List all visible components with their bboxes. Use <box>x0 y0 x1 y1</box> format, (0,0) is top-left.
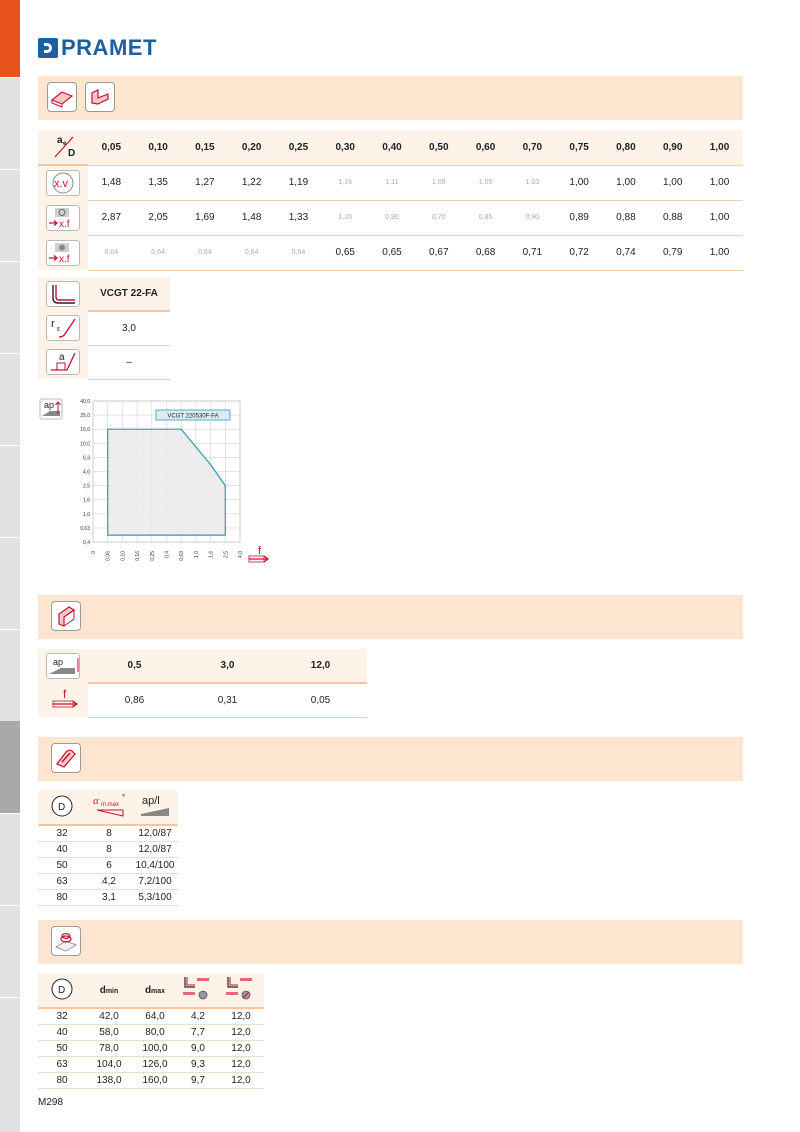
table-cell: 126,0 <box>132 1057 178 1073</box>
insert-geometry-table <box>38 277 170 380</box>
table-cell: 0,70 <box>415 200 462 235</box>
table-cell: 1,27 <box>181 165 228 200</box>
y-tick-label: 2,5 <box>83 483 90 490</box>
svg-text:e: e <box>62 140 67 147</box>
table-row <box>38 235 743 270</box>
col-header: 0,25 <box>275 130 322 165</box>
svg-text:m.max: m.max <box>101 801 119 808</box>
chapter-tab[interactable] <box>0 997 20 1132</box>
table-cell: 7,7 <box>178 1025 218 1041</box>
table-cell: 12,0 <box>218 1073 264 1089</box>
face-milling-icon <box>47 82 77 112</box>
blind-hole-icon <box>178 973 218 1008</box>
y-tick-label: 1,6 <box>83 497 90 504</box>
corner-radius-icon <box>46 315 80 341</box>
table-cell: 1,48 <box>88 165 135 200</box>
ae-d-header-icon <box>38 130 88 165</box>
table-cell: 0,71 <box>509 235 556 270</box>
table-cell: 2,05 <box>135 200 182 235</box>
insert-name: VCGT 22-FA <box>88 277 170 311</box>
table-cell: 4,2 <box>178 1008 218 1025</box>
ramping-icon <box>51 743 81 773</box>
col-header: 0,10 <box>135 130 182 165</box>
chamfer-icon <box>46 349 80 375</box>
depth-of-cut-chart <box>38 396 278 571</box>
current-section-tab[interactable] <box>0 721 20 814</box>
y-tick-label: 1,0 <box>83 511 90 518</box>
table-cell: 1,69 <box>181 200 228 235</box>
x-tick-label: 0,25 <box>149 551 156 561</box>
y-tick-label: 0,63 <box>80 525 90 532</box>
section-band-slotting <box>38 595 743 639</box>
chapter-tab[interactable] <box>0 77 20 170</box>
chapter-tab[interactable] <box>0 261 20 354</box>
table-cell: 12,0/87 <box>132 842 178 858</box>
table-cell: 63 <box>38 1057 86 1073</box>
y-tick-label: 40,0 <box>80 399 90 405</box>
svg-text:D: D <box>58 801 66 813</box>
ap-axis-icon <box>40 399 62 419</box>
table-cell: 9,7 <box>178 1073 218 1089</box>
table-cell: 1,16 <box>322 165 369 200</box>
table-row <box>38 683 367 717</box>
table-cell: 42,0 <box>86 1008 132 1025</box>
table-cell: 12,0 <box>218 1025 264 1041</box>
col-header: 0,70 <box>509 130 556 165</box>
table-row <box>38 200 743 235</box>
col-header: 0,80 <box>603 130 650 165</box>
table-cell: 2,87 <box>88 200 135 235</box>
f-axis-label <box>249 545 268 562</box>
table-cell: 80 <box>38 890 86 906</box>
table-cell: 104,0 <box>86 1057 132 1073</box>
col-header: 0,5 <box>88 649 181 683</box>
x-tick-label: 0 <box>91 551 97 554</box>
x-tick-label: 4,0 <box>238 551 244 558</box>
col-header: 0,40 <box>369 130 416 165</box>
y-tick-label: 16,0 <box>80 427 90 434</box>
diameter-icon <box>38 973 86 1008</box>
table-row <box>38 858 178 874</box>
table-cell: 0,64 <box>228 235 275 270</box>
y-tick-label: 10,0 <box>80 441 90 448</box>
through-hole-icon <box>218 973 264 1008</box>
table-cell: 1,00 <box>696 200 743 235</box>
feed-factor-icon <box>46 205 80 231</box>
table-cell: 64,0 <box>132 1008 178 1025</box>
table-row <box>38 890 178 906</box>
svg-text:ap: ap <box>44 400 55 410</box>
table-cell: 1,33 <box>275 200 322 235</box>
svg-text:a: a <box>59 352 65 363</box>
table-cell: 9,0 <box>178 1041 218 1057</box>
svg-text:f: f <box>258 545 262 557</box>
feed-label-icon <box>38 683 88 717</box>
helical-interpolation-table <box>38 973 264 1089</box>
chapter-tab[interactable] <box>0 445 20 538</box>
dmin-header: dmin <box>86 973 132 1008</box>
table-cell: 0,67 <box>415 235 462 270</box>
chapter-tab[interactable] <box>0 629 20 722</box>
col-header: 0,05 <box>88 130 135 165</box>
table-cell: 0,88 <box>603 200 650 235</box>
x-tick-label: 1,6 <box>208 551 215 558</box>
x-tick-label: 0,4 <box>164 551 171 558</box>
table-row <box>38 1008 264 1025</box>
svg-text:x.f: x.f <box>58 253 70 265</box>
table-cell: 32 <box>38 825 86 842</box>
table-cell: 1,03 <box>509 165 556 200</box>
page-number: M298 <box>38 1097 64 1108</box>
svg-text:a: a <box>56 134 63 146</box>
active-chapter-tab[interactable] <box>0 0 20 78</box>
table-cell: 0,31 <box>181 683 274 717</box>
x-tick-label: 0,10 <box>120 551 127 561</box>
table-cell: 50 <box>38 858 86 874</box>
table-cell: 8 <box>86 842 132 858</box>
table-cell: 0,88 <box>649 200 696 235</box>
cutting-speed-factor-icon <box>46 170 80 196</box>
table-cell: 0,90 <box>509 200 556 235</box>
col-header: 12,0 <box>274 649 367 683</box>
table-row <box>38 842 178 858</box>
x-tick-label: 2,5 <box>223 551 230 558</box>
table-cell: 12,0 <box>218 1057 264 1073</box>
col-header: 0,30 <box>322 130 369 165</box>
table-cell: 12,0 <box>218 1008 264 1025</box>
table-cell: 1,08 <box>415 165 462 200</box>
table-cell: 0,85 <box>462 200 509 235</box>
svg-text:x.v: x.v <box>53 178 69 190</box>
col-header: 1,00 <box>696 130 743 165</box>
table-cell: 12,0/87 <box>132 825 178 842</box>
table-cell: 0,64 <box>181 235 228 270</box>
svg-text:r: r <box>51 318 55 330</box>
table-cell: 1,22 <box>228 165 275 200</box>
correction-factor-table <box>38 130 743 271</box>
chapter-tab[interactable] <box>0 813 20 906</box>
ramping-angle-table <box>38 790 178 906</box>
table-cell: 1,48 <box>228 200 275 235</box>
table-cell: 78,0 <box>86 1041 132 1057</box>
table-cell: 8 <box>86 825 132 842</box>
svg-text:ap/l: ap/l <box>142 794 160 807</box>
table-cell: 1,00 <box>696 165 743 200</box>
table-cell: 0,68 <box>462 235 509 270</box>
col-header: 0,15 <box>181 130 228 165</box>
table-cell: 1,35 <box>135 165 182 200</box>
table-cell: 63 <box>38 874 86 890</box>
table-cell: 0,90 <box>369 200 416 235</box>
svg-text:°: ° <box>122 792 126 802</box>
table-cell: 10,4/100 <box>132 858 178 874</box>
table-cell: 5,3/100 <box>132 890 178 906</box>
svg-text:ε: ε <box>57 326 61 333</box>
table-cell: 160,0 <box>132 1073 178 1089</box>
table-row <box>38 1057 264 1073</box>
col-header: 0,20 <box>228 130 275 165</box>
col-header: 0,50 <box>415 130 462 165</box>
table-cell: 0,65 <box>322 235 369 270</box>
depth-of-cut-icon <box>46 653 80 679</box>
svg-text:ap: ap <box>53 657 64 667</box>
y-tick-label: 0,4 <box>83 540 90 546</box>
table-cell: 0,74 <box>603 235 650 270</box>
svg-text:D: D <box>58 984 66 996</box>
table-cell: 1,20 <box>322 200 369 235</box>
table-row <box>38 311 170 345</box>
svg-text:α: α <box>93 794 99 807</box>
svg-text:x.f: x.f <box>58 218 70 230</box>
x-tick-label: 0,16 <box>135 551 142 561</box>
chapter-tab[interactable] <box>0 169 20 262</box>
table-cell: 1,00 <box>556 165 603 200</box>
table-row <box>38 825 178 842</box>
corner-radius-value: 3,0 <box>88 311 170 345</box>
table-cell: 1,00 <box>649 165 696 200</box>
x-tick-label: 0,63 <box>179 551 186 561</box>
slotting-feed-table <box>38 649 367 718</box>
chapter-tab[interactable] <box>0 905 20 998</box>
svg-text:D: D <box>67 147 76 159</box>
table-cell: 7,2/100 <box>132 874 178 890</box>
table-cell: 0,64 <box>88 235 135 270</box>
table-row <box>38 1025 264 1041</box>
slotting-icon <box>51 601 81 631</box>
table-cell: 4,2 <box>86 874 132 890</box>
table-cell: 0,64 <box>135 235 182 270</box>
x-tick-labels <box>91 551 244 561</box>
table-cell: 80,0 <box>132 1025 178 1041</box>
table-row <box>38 874 178 890</box>
table-cell: 50 <box>38 1041 86 1057</box>
dmax-header: dmax <box>132 973 178 1008</box>
col-header: 0,75 <box>556 130 603 165</box>
table-cell: 0,64 <box>275 235 322 270</box>
chapter-tab[interactable] <box>0 353 20 446</box>
table-cell: 0,72 <box>556 235 603 270</box>
shoulder-milling-icon <box>85 82 115 112</box>
section-band-face-milling <box>38 76 743 120</box>
pramet-logo: PRAMET <box>38 36 157 60</box>
insert-corner-icon <box>46 281 80 307</box>
section-band-helical-interpolation <box>38 920 743 964</box>
table-row <box>38 1041 264 1057</box>
col-header: 0,90 <box>649 130 696 165</box>
table-row <box>38 1073 264 1089</box>
svg-text:VCGT 220530F-FA: VCGT 220530F-FA <box>167 413 219 420</box>
ap-length-icon <box>132 790 178 825</box>
table-cell: 0,65 <box>369 235 416 270</box>
table-cell: 1,05 <box>462 165 509 200</box>
pramet-logo-mark-icon <box>38 38 58 58</box>
table-cell: 1,11 <box>369 165 416 200</box>
table-cell: 6 <box>86 858 132 874</box>
x-tick-label: 1,0 <box>193 551 200 558</box>
section-band-ramping <box>38 737 743 781</box>
chapter-tab[interactable] <box>0 537 20 630</box>
ramp-angle-icon <box>86 790 132 825</box>
table-cell: 1,00 <box>696 235 743 270</box>
table-cell: 100,0 <box>132 1041 178 1057</box>
table-cell: 12,0 <box>218 1041 264 1057</box>
table-row <box>38 345 170 379</box>
table-cell: 3,1 <box>86 890 132 906</box>
table-cell: 40 <box>38 842 86 858</box>
table-cell: 0,89 <box>556 200 603 235</box>
table-cell: 0,05 <box>274 683 367 717</box>
table-cell: 80 <box>38 1073 86 1089</box>
helical-interpolation-icon <box>51 926 81 956</box>
y-tick-label: 25,0 <box>80 413 90 420</box>
table-cell: 40 <box>38 1025 86 1041</box>
diameter-icon <box>38 790 86 825</box>
table-cell: 1,19 <box>275 165 322 200</box>
y-tick-labels <box>80 399 90 546</box>
table-cell: 1,00 <box>603 165 650 200</box>
side-tab-strip <box>0 0 20 1132</box>
col-header: 3,0 <box>181 649 274 683</box>
x-tick-label: 0,06 <box>105 551 112 561</box>
table-row <box>38 165 743 200</box>
svg-text:f: f <box>63 686 67 701</box>
chamfer-value: – <box>88 345 170 379</box>
table-cell: 0,86 <box>88 683 181 717</box>
table-cell: 32 <box>38 1008 86 1025</box>
chart-legend <box>156 410 230 420</box>
y-tick-label: 6,3 <box>83 455 90 462</box>
table-cell: 58,0 <box>86 1025 132 1041</box>
feed-factor-alt-icon <box>46 240 80 266</box>
col-header: 0,60 <box>462 130 509 165</box>
table-cell: 9,3 <box>178 1057 218 1073</box>
y-tick-label: 4,0 <box>83 469 90 476</box>
table-cell: 138,0 <box>86 1073 132 1089</box>
table-cell: 0,79 <box>649 235 696 270</box>
